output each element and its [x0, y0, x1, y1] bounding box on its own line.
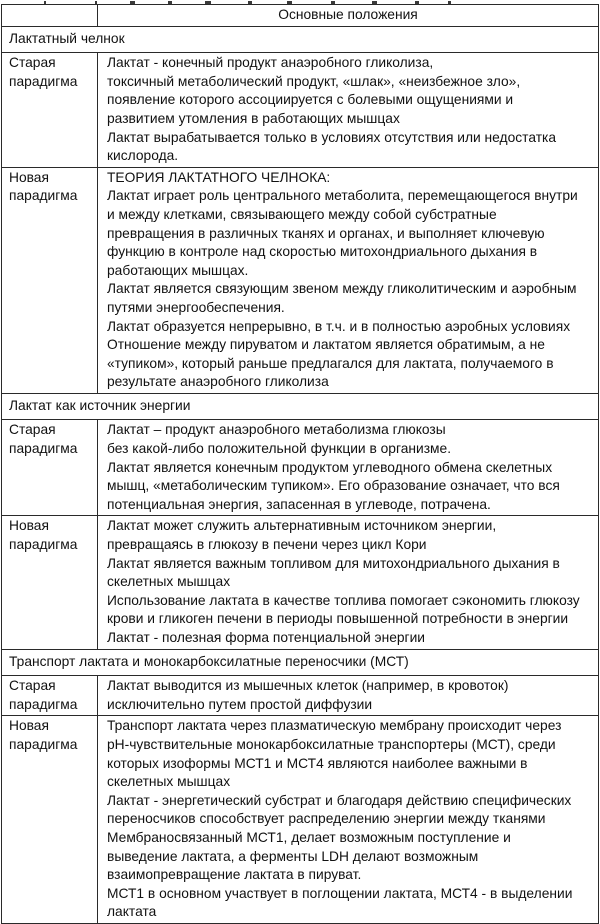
table-header-row: [2, 5, 599, 27]
row-label-old-paradigm: Старая парадигма: [2, 420, 98, 516]
row-content: [98, 167, 599, 393]
clipped-text-artifact: [0, 0, 600, 4]
paragraph: Лактат вырабатывается только в условиях отсутствия или недостатка кислорода.: [107, 129, 557, 164]
table-row: [2, 516, 599, 649]
paragraph: Лактат выводится из мышечных клеток (например, в кровоток): [107, 678, 509, 694]
paragraph: Мембраносвязанный МСТ1, делает возможным поступление и выведение лактата, а ферменты LDH делают возможным взаимопревращение лактата в пируват.: [107, 829, 511, 883]
paragraph: Транспорт лактата через плазматическую мембрану происходит через pH-чувствительные монокарбоксилатные транспортеры (МСТ), среди которых изоформы МСТ1 и МСТ4 являются наиболее важными в скелетных мышцах: [107, 718, 562, 790]
table-row: [2, 716, 599, 924]
section-title-transport-mct: Транспорт лактата и монокарбоксилатные переносчики (МСТ): [2, 649, 599, 676]
section-title-energy-source: Лактат как источник энергии: [2, 393, 599, 420]
row-content: [98, 716, 599, 924]
row-content: [98, 420, 599, 516]
header-empty-cell: [2, 5, 98, 27]
paragraph: исключительно путем простой диффузии: [107, 696, 373, 712]
paragraph: Лактат является конечным продуктом углеводного обмена скелетных мышц, «метаболическим тупиком». Его образование означает, что вся потенциальная энергия, запасенная в углеводе, потрачена.: [107, 459, 560, 512]
table-row: [2, 676, 599, 716]
row-content: [98, 676, 599, 716]
table-row: [2, 420, 599, 516]
row-label-new-paradigm: Новая парадигма: [2, 716, 98, 924]
paragraph: Лактат образуется непрерывно, в т.ч. и в полностью аэробных условиях: [107, 318, 571, 334]
section-title-lactate-shuttle: Лактатный челнок: [2, 26, 599, 53]
paragraph: ТЕОРИЯ ЛАКТАТНОГО ЧЕЛНОКА:: [107, 169, 331, 185]
header-main-title: Основные положения: [98, 5, 599, 27]
paragraph: Лактат является важным топливом для митохондриального дыхания в скелетных мышцах: [107, 555, 560, 590]
row-content: [98, 516, 599, 649]
paragraph: Лактат - конечный продукт анаэробного гликолиза,: [107, 55, 434, 71]
row-content: [98, 53, 599, 168]
section-row: [2, 649, 599, 676]
paragraph: МСТ1 в основном участвует в поглощении лактата, МСТ4 - в выделении лактата: [107, 885, 573, 920]
paragraph: Лактат может служить альтернативным источником энергии, превращаясь в глюкозу в печени через цикл Кори: [107, 518, 497, 553]
paragraph: Лактат играет роль центрального метаболита, перемещающегося внутри и между клетками, связывающего между собой субстратные превращения в различных тканях и органах, и выполняет ключевую функцию в контроле над скоростью митохондриального дыхания в работающих мышцах.: [107, 188, 578, 278]
row-label-old-paradigm: Старая парадигма: [2, 53, 98, 168]
section-row: [2, 26, 599, 53]
row-label-old-paradigm: Старая парадигма: [2, 676, 98, 716]
paradigm-table: [1, 4, 599, 924]
paragraph: Использование лактата в качестве топлива помогает сэкономить глюкозу крови и гликоген печени в периоды повышенной потребности в энергии: [107, 592, 580, 627]
section-row: [2, 393, 599, 420]
table-row: [2, 167, 599, 393]
row-label-new-paradigm: Новая парадигма: [2, 167, 98, 393]
paragraph: Лактат – продукт анаэробного метаболизма глюкозы: [107, 422, 446, 438]
paragraph: токсичный метаболический продукт, «шлак», «неизбежное зло», появление которого ассоциируется с болевыми ощущениями и развитием утомления в работающих мышцах: [107, 73, 521, 126]
table-row: [2, 53, 599, 168]
row-label-new-paradigm: Новая парадигма: [2, 516, 98, 649]
paragraph: Лактат - полезная форма потенциальной энергии: [107, 630, 426, 645]
paragraph: Лактат является связующим звеном между гликолитическим и аэробным путями энергообеспечения.: [107, 281, 577, 315]
paragraph: Лактат - энергетический субстрат и благодаря действию специфических переносчиков способствует распределению энергии между тканями: [107, 792, 572, 827]
paragraph: без какой-либо положительной функции в организме.: [107, 441, 452, 457]
paragraph: Отношение между пируватом и лактатом является обратимым, а не «тупиком», который раньше предлагался для лактата, получаемого в результате анаэробного гликолиза: [107, 337, 554, 390]
